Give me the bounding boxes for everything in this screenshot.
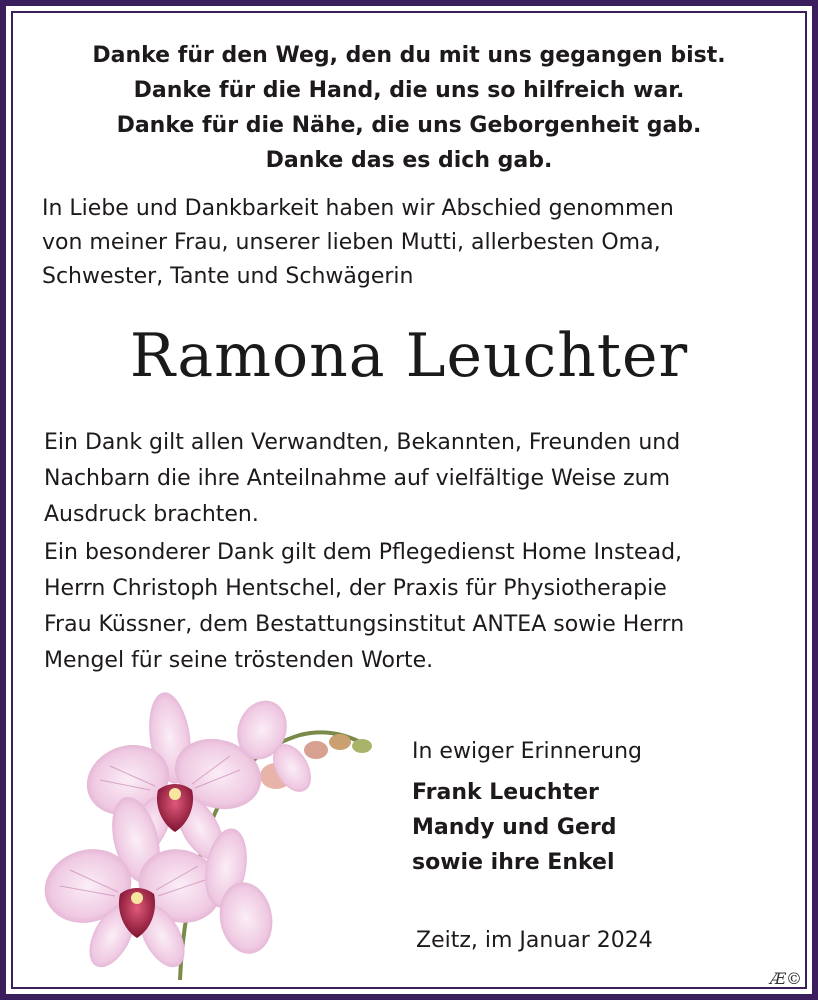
verse-line: Danke für die Nähe, die uns Geborgenheit gab. (116, 113, 702, 138)
deceased-name: Ramona Leuchter (129, 321, 689, 391)
thanks-line: Nachbarn die ihre Anteilnahme auf vielfältige Weise zum (44, 466, 671, 491)
thanks-line: Ein besonderer Dank gilt dem Pflegedienst Home Instead, (44, 540, 683, 565)
thanks-line: Ausdruck brachten. (44, 502, 259, 527)
signature-name: Mandy und Gerd (412, 815, 617, 840)
thanks-paragraph-2 (44, 535, 784, 679)
signature-name: sowie ihre Enkel (412, 850, 615, 875)
thanks-paragraph-1 (44, 425, 784, 533)
signature-block (412, 735, 792, 880)
intro-line: von meiner Frau, unserer lieben Mutti, allerbesten Oma, (42, 230, 661, 255)
verse-line: Danke für die Hand, die uns so hilfreich war. (133, 78, 685, 103)
signature-lead: In ewiger Erinnerung (412, 739, 642, 764)
verse-line: Danke das es dich gab. (265, 148, 553, 173)
thanks-line: Ein Dank gilt allen Verwandten, Bekannten, Freunden und (44, 430, 681, 455)
intro-text (42, 192, 782, 294)
orchid-illustration (40, 690, 380, 980)
signature-name: Frank Leuchter (412, 780, 599, 805)
intro-line: In Liebe und Dankbarkeit haben wir Abschied genommen (42, 196, 674, 221)
publisher-mark: Æ© (769, 969, 802, 988)
thanks-line: Frau Küssner, dem Bestattungsinstitut ANTEA sowie Herrn (44, 612, 685, 637)
verse (40, 38, 778, 178)
intro-line: Schwester, Tante und Schwägerin (42, 264, 414, 289)
thanks-line: Herrn Christoph Hentschel, der Praxis für Physiotherapie (44, 576, 667, 601)
thanks-line: Mengel für seine tröstenden Worte. (44, 648, 434, 673)
verse-line: Danke für den Weg, den du mit uns gegangen bist. (92, 43, 726, 68)
place-date: Zeitz, im Januar 2024 (416, 928, 653, 953)
